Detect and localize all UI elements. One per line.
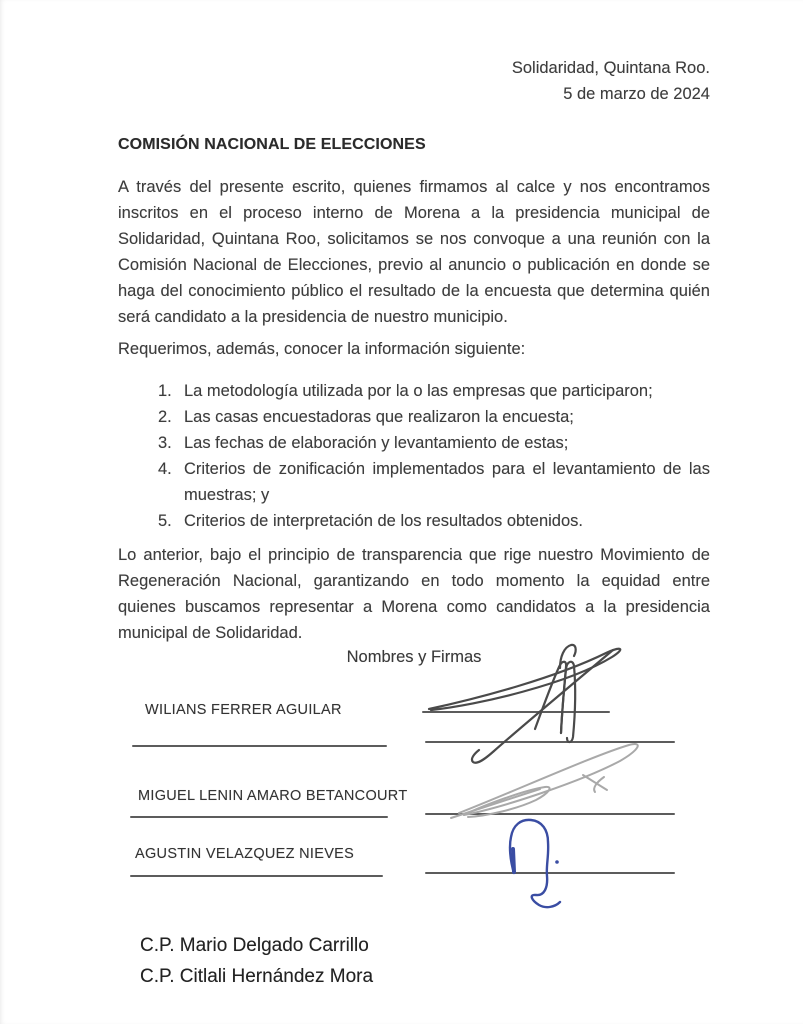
list-item-text: Las casas encuestadoras que realizaron la encuesta; (184, 408, 574, 426)
list-item (118, 378, 710, 404)
ink-dot (555, 860, 559, 864)
list-item (118, 430, 710, 456)
paragraph-request-meeting: A través del presente escrito, quienes firmamos al calce y nos encontramos inscritos en el proceso interno de Morena a la presidencia municipal de Solidaridad, Quintana Roo, solicitamos se nos convoque a una reunión con la Comisión Nacional de Elecciones, previo al anuncio o publicación en donde se haga del conocimiento público el resultado de la encuesta que determina quién será candidato a la presidencia de nuestro municipio. (118, 178, 710, 326)
list-item-number: 3. (158, 434, 172, 452)
signature-ink-blue (488, 816, 580, 916)
list-item-number: 5. (158, 512, 172, 530)
name-underline (130, 816, 388, 818)
list-item (118, 508, 710, 534)
list-item-text: Criterios de interpretación de los resultados obtenidos. (184, 512, 583, 530)
dateline-date: 5 de marzo de 2024 (563, 85, 710, 103)
signature-strokes (451, 744, 638, 818)
dateline-place: Solidaridad, Quintana Roo. (511, 59, 710, 77)
signature-strokes (510, 820, 560, 907)
dateline (118, 55, 710, 107)
footer-official-name: C.P. Mario Delgado Carrillo (140, 935, 369, 956)
signature-ink-grey (445, 738, 650, 822)
letter-body (118, 55, 710, 646)
requested-info-list (118, 378, 710, 534)
list-item-number: 2. (158, 408, 172, 426)
paragraph-request-intro: Requerimos, además, conocer la información siguiente: (118, 340, 526, 358)
signatures-heading: Nombres y Firmas (346, 648, 482, 666)
list-item-number: 1. (158, 382, 172, 400)
list-item (118, 456, 710, 508)
footer-official-name: C.P. Citlali Hernández Mora (140, 966, 374, 987)
list-item-text: Las fechas de elaboración y levantamiento de estas; (184, 434, 569, 452)
signer-name: WILIANS FERRER AGUILAR (145, 702, 342, 718)
list-item-text: La metodología utilizada por la o las empresas que participaron; (184, 382, 653, 400)
name-underline (130, 875, 383, 877)
signatures-section (0, 640, 803, 922)
signer-name: MIGUEL LENIN AMARO BETANCOURT (138, 788, 408, 804)
recipient-title: COMISIÓN NACIONAL DE ELECCIONES (118, 136, 426, 153)
name-underline (132, 745, 387, 747)
list-item (118, 404, 710, 430)
list-item-number: 4. (158, 460, 172, 478)
paragraph-closing: Lo anterior, bajo el principio de transparencia que rige nuestro Movimiento de Regeneración Nacional, garantizando en todo momento la equidad entre quienes buscamos representar a Morena como candidatos a la presidencia municipal de Solidaridad. (118, 546, 710, 642)
signer-name: AGUSTIN VELAZQUEZ NIEVES (135, 846, 355, 862)
list-item-text: Criterios de zonificación implementados para el levantamiento de las muestras; y (184, 460, 710, 504)
footer-officials (140, 930, 373, 992)
